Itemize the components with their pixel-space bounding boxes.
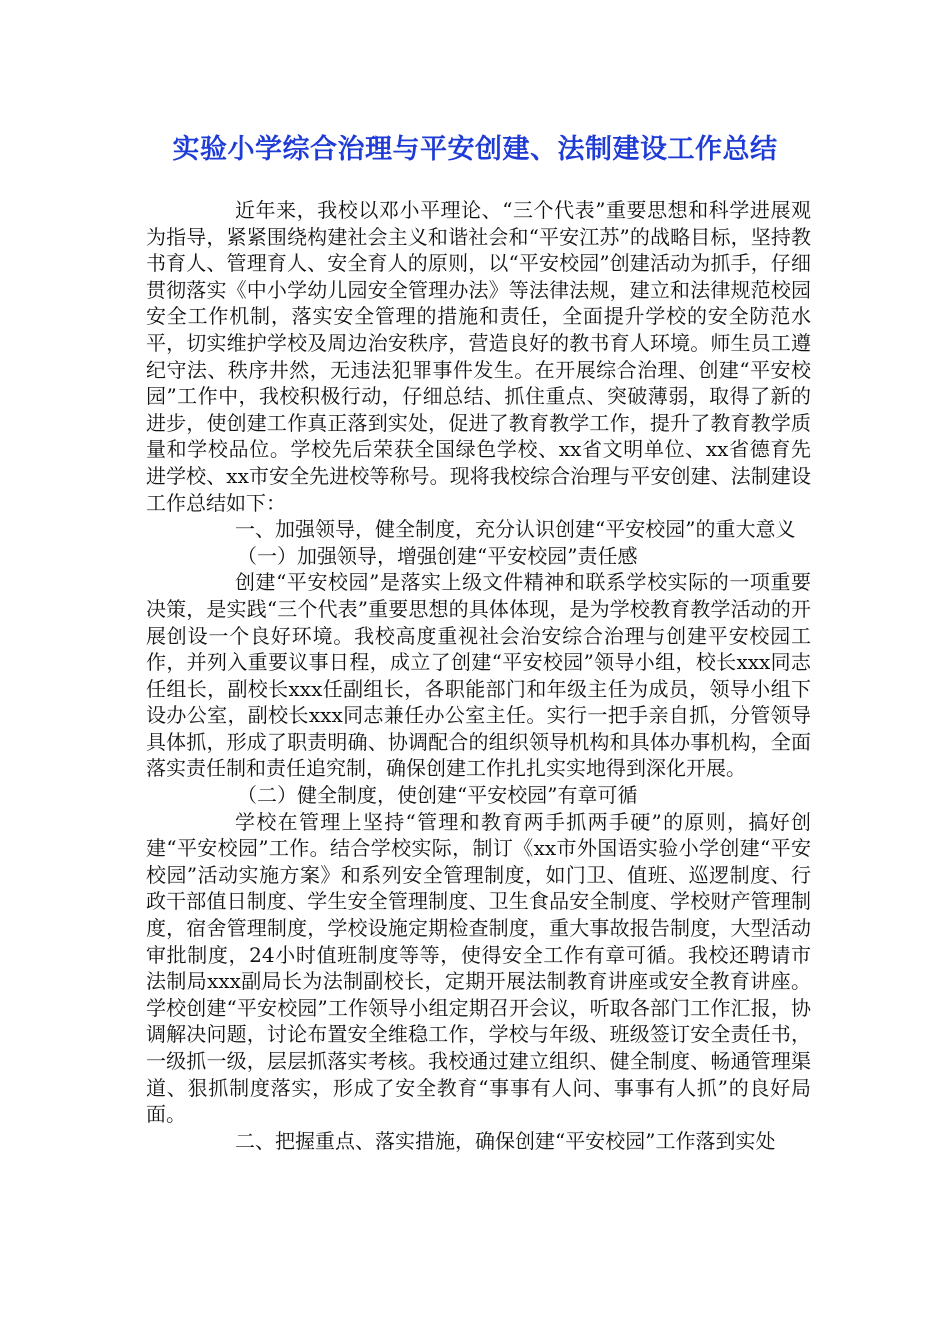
subsection-heading-2: （二）健全制度，使创建“平安校园”有章可循	[237, 783, 638, 808]
paragraph-intro: 近年来，我校以邓小平理论、“三个代表”重要思想和科学进展观为指导，紧紧围绕构建社会主义和谐社会和“平安江苏”的战略目标，坚持教书育人、管理育人、安全育人的原则，以“平安校园”创建活动为抓手，仔细贯彻落实《中小学幼儿园安全管理办法》等法律法规，建立和法律规范校园安全工作机制，落实安全管理的措施和责任，全面提升学校的安全防范水平，切实维护学校及周边治安秩序，营造良好的教书育人环境。师生员工遵纪守法、秩序井然，无违法犯罪事件发生。在开展综合治理、创建“平安校园”工作中，我校积极行动，仔细总结、抓住重点、突破薄弱，取得了新的进步，使创建工作真正落到实处，促进了教育教学工作，提升了教育教学质量和学校品位。学校先后荣获全国绿色学校、xx省文明单位、xx省德育先进学校、xx市安全先进校等称号。现将我校综合治理与平安创建、法制建设工作总结如下：	[146, 198, 811, 515]
section-heading-2: 二、把握重点、落实措施，确保创建“平安校园”工作落到实处	[235, 1128, 776, 1153]
paragraph-leadership: 创建“平安校园”是落实上级文件精神和联系学校实际的一项重要决策，是实践“三个代表”重要思想的具体体现，是为学校教育教学活动的开展创设一个良好环境。我校高度重视社会治安综合治理与创建平安校园工作，并列入重要议事日程，成立了创建“平安校园”领导小组，校长xxx同志任组长，副校长xxx任副组长，各职能部门和年级主任为成员，领导小组下设办公室，副校长xxx同志兼任办公室主任。实行一把手亲自抓，分管领导具体抓，形成了职责明确、协调配合的组织领导机构和具体办事机构，全面落实责任制和责任追究制，确保创建工作扎扎实实地得到深化开展。	[146, 570, 811, 781]
paragraph-regulations: 学校在管理上坚持“管理和教育两手抓两手硬”的原则，搞好创建“平安校园”工作。结合学校实际，制订《xx市外国语实验小学创建“平安校园”活动实施方案》和系列安全管理制度，如门卫、值班、巡逻制度、行政干部值日制度、学生安全管理制度、卫生食品安全制度、学校财产管理制度，宿舍管理制度，学校设施定期检查制度，重大事故报告制度，大型活动审批制度，24小时值班制度等等，使得安全工作有章可循。我校还聘请市法制局xxx副局长为法制副校长，定期开展法制教育讲座或安全教育讲座。学校创建“平安校园”工作领导小组定期召开会议，听取各部门工作汇报，协调解决问题，讨论布置安全维稳工作，学校与年级、班级签订安全责任书，一级抓一级，层层抓落实考核。我校通过建立组织、健全制度、畅通管理渠道、狠抓制度落实，形成了安全教育“事事有人问、事事有人抓”的良好局面。	[146, 809, 811, 1127]
document-title: 实验小学综合治理与平安创建、法制建设工作总结	[172, 134, 778, 165]
document-body	[146, 197, 811, 1154]
section-heading-1: 一、加强领导，健全制度，充分认识创建“平安校园”的重大意义	[235, 517, 796, 542]
subsection-heading-1: （一）加强领导，增强创建“平安校园”责任感	[237, 543, 638, 568]
